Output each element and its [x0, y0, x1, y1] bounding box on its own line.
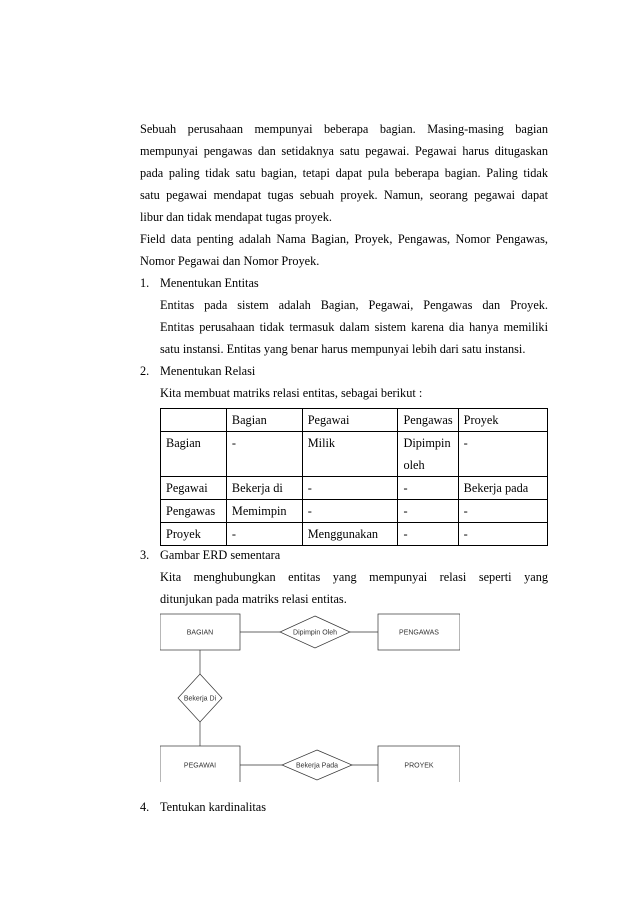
- table-header-row: [161, 409, 548, 432]
- entity-pengawas-label: PENGAWAS: [399, 629, 439, 637]
- table-header-cell: Pengawas: [398, 409, 458, 432]
- table-row: [161, 500, 548, 523]
- table-cell: Milik: [302, 432, 398, 477]
- relation-bekerja-pada-label: Bekerja Pada: [295, 762, 339, 770]
- section-title: Menentukan Entitas: [160, 276, 259, 290]
- section-2-intro: Kita membuat matriks relasi entitas, sebagai berikut :: [160, 386, 423, 400]
- table-cell: Dipimpin oleh: [398, 432, 458, 477]
- table-row: [161, 477, 548, 500]
- table-cell: Bekerja pada: [458, 477, 547, 500]
- fields-line: Nomor Pegawai dan Nomor Proyek.: [140, 254, 320, 268]
- intro-paragraph: [140, 118, 548, 228]
- table-cell: -: [302, 500, 398, 523]
- fields-paragraph: [140, 228, 548, 272]
- table-cell: -: [398, 500, 458, 523]
- table-cell: Pegawai: [161, 477, 227, 500]
- intro-line: libur dan tidak mendapat tugas proyek.: [140, 210, 332, 224]
- table-cell: -: [458, 432, 547, 477]
- section-title: Tentukan kardinalitas: [160, 800, 267, 814]
- intro-line: pada paling tidak satu bagian, tetapi dapat pula beberapa bagian. Paling tidak: [140, 166, 548, 180]
- section-title: Gambar ERD sementara: [160, 548, 281, 562]
- section-number: 1.: [140, 276, 150, 290]
- table-cell: Menggunakan: [302, 523, 398, 546]
- table-cell: Proyek: [161, 523, 227, 546]
- section-3-line: Kita menghubungkan entitas yang mempunyai relasi seperti yang: [160, 570, 548, 584]
- fields-line: Field data penting adalah Nama Bagian, Proyek, Pengawas, Nomor Pengawas,: [140, 232, 548, 246]
- table-cell: Pengawas: [161, 500, 227, 523]
- section-1-line: satu instansi. Entitas yang benar harus mempunyai lebih dari satu instansi.: [160, 342, 526, 356]
- relation-bekerja-di-label: Bekerja Di: [183, 695, 217, 703]
- table-cell: -: [398, 477, 458, 500]
- section-title: Menentukan Relasi: [160, 364, 256, 378]
- erd-diagram: [160, 612, 460, 782]
- table-cell: Memimpin: [226, 500, 302, 523]
- entity-proyek-label: PROYEK: [404, 762, 434, 770]
- section-1-line: Entitas perusahaan tidak termasuk dalam sistem karena dia hanya memiliki: [160, 320, 548, 334]
- section-2-heading: [140, 360, 255, 382]
- table-cell: Bekerja di: [226, 477, 302, 500]
- table-header-cell: [161, 409, 227, 432]
- section-3-body: [160, 566, 548, 610]
- table-cell: -: [398, 523, 458, 546]
- table-cell: -: [302, 477, 398, 500]
- table-header-cell: Proyek: [458, 409, 547, 432]
- entity-pegawai-label: PEGAWAI: [183, 762, 217, 770]
- section-number: 4.: [140, 800, 150, 814]
- table-cell: -: [226, 523, 302, 546]
- section-3-heading: [140, 544, 280, 566]
- section-3-line: ditunjukan pada matriks relasi entitas.: [160, 592, 347, 606]
- section-1-body: [160, 294, 548, 360]
- table-cell: Bagian: [161, 432, 227, 477]
- table-header-cell: Bagian: [226, 409, 302, 432]
- section-1-line: Entitas pada sistem adalah Bagian, Pegawai, Pengawas dan Proyek.: [160, 298, 548, 312]
- relation-matrix-table: [160, 408, 548, 546]
- section-1-heading: [140, 272, 259, 294]
- relation-dipimpin-oleh-label: Dipimpin Oleh: [293, 629, 337, 637]
- entity-bagian-label: BAGIAN: [186, 629, 214, 637]
- section-number: 2.: [140, 364, 150, 378]
- table-cell: -: [458, 500, 547, 523]
- table-cell: -: [226, 432, 302, 477]
- intro-line: satu pegawai mendapat tugas sebuah proyek. Namun, seorang pegawai dapat: [140, 188, 548, 202]
- table-row: [161, 523, 548, 546]
- section-number: 3.: [140, 548, 150, 562]
- table-header-cell: Pegawai: [302, 409, 398, 432]
- section-4-heading: [140, 796, 266, 818]
- intro-line: mempunyai pengawas dan setidaknya satu pegawai. Pegawai harus ditugaskan: [140, 144, 548, 158]
- table-cell: -: [458, 523, 547, 546]
- intro-line: Sebuah perusahaan mempunyai beberapa bagian. Masing-masing bagian: [140, 122, 548, 136]
- table-row: [161, 432, 548, 477]
